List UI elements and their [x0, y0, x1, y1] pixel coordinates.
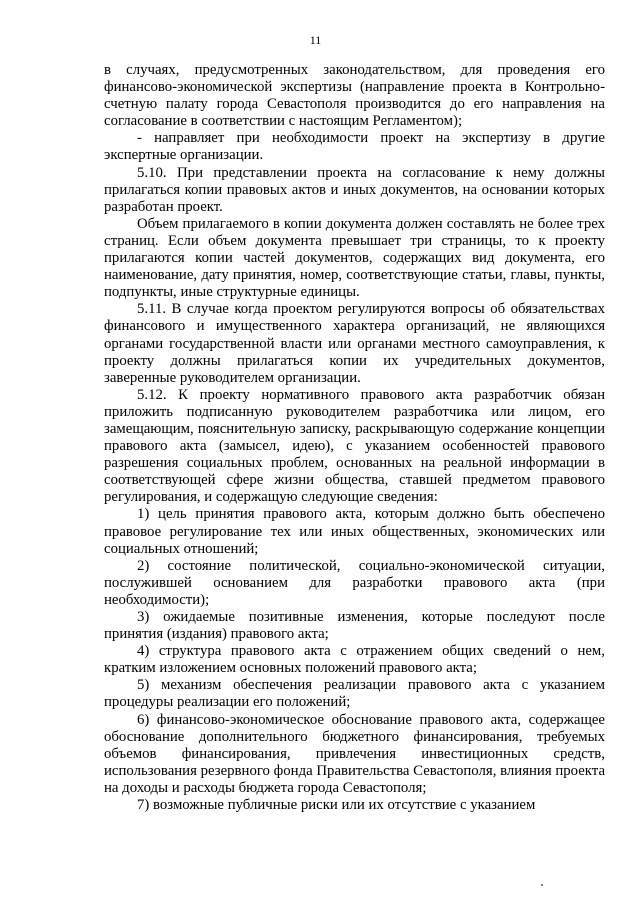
- list-item-4: 4) структура правового акта с отражением общих сведений о нем, кратким изложением основных положений правового акта;: [104, 643, 605, 677]
- list-item-3: 3) ожидаемые позитивные изменения, которые последуют после принятия (издания) правового акта;: [104, 609, 605, 643]
- paragraph-5-11: 5.11. В случае когда проектом регулируются вопросы об обязательствах финансового и имущественного характера организаций, не являющихся органами государственной власти или органами местного самоуправления, к проекту должны прилагаться копии их учредительных документов, заверенные руководителем организации.: [104, 301, 605, 386]
- list-item-7: 7) возможные публичные риски или их отсутствие с указанием: [137, 797, 536, 814]
- page-number: 11: [309, 33, 322, 47]
- paragraph-5-10: 5.10. При представлении проекта на согласование к нему должны прилагаться копии правовых актов и иных документов, на основании которых разработан проект.: [104, 164, 605, 215]
- paragraph-expert-organizations: - направляет при необходимости проект на экспертизу в другие экспертные организации.: [104, 130, 605, 164]
- list-item-1: 1) цель принятия правового акта, которым должно быть обеспечено правовое регулирование тех или иных общественных, экономических или социальных отношений;: [104, 506, 605, 557]
- paragraph-continuation: в случаях, предусмотренных законодательством, для проведения его финансово-экономической экспертизы (направление проекта в Контрольно-счетную палату города Севастополя производится до его направления на согласование в соответствии с настоящим Регламентом);: [104, 62, 605, 130]
- paragraph-5-12: 5.12. К проекту нормативного правового акта разработчик обязан приложить подписанную руководителем разработчика или лицом, его замещающим, пояснительную записку, раскрывающую содержание концепции правового акта (замысел, идею), с указанием особенностей правового разрешения социальных проблем, основанных на реальной информации в соответствующей сфере жизни общества, ставшей предметом правового регулирования, и содержащую следующие сведения:: [104, 386, 605, 506]
- paragraph-copy-volume: Объем прилагаемого в копии документа должен составлять не более трех страниц. Если объем документа превышает три страницы, то к проекту прилагаются копии частей документов, содержащих вид документа, его наименование, дату принятия, номер, соответствующие статьи, главы, пункты, подпункты, иные структурные единицы.: [104, 215, 605, 301]
- list-item-6: 6) финансово-экономическое обоснование правового акта, содержащее обоснование дополнительного бюджетного финансирования, требуемых объемов финансирования, привлечения инвестиционных средств, использования резервного фонда Правительства Севастополя, влияния проекта на доходы и расходы бюджета города Севастополя;: [104, 711, 606, 796]
- list-item-5: 5) механизм обеспечения реализации правового акта с указанием процедуры реализации его положений;: [104, 677, 605, 711]
- scan-speck: [541, 884, 543, 886]
- list-item-2: 2) состояние политической, социально-экономической ситуации, послужившей основанием для разработки правового акта (при необходимости);: [104, 557, 605, 608]
- document-body: [104, 62, 605, 814]
